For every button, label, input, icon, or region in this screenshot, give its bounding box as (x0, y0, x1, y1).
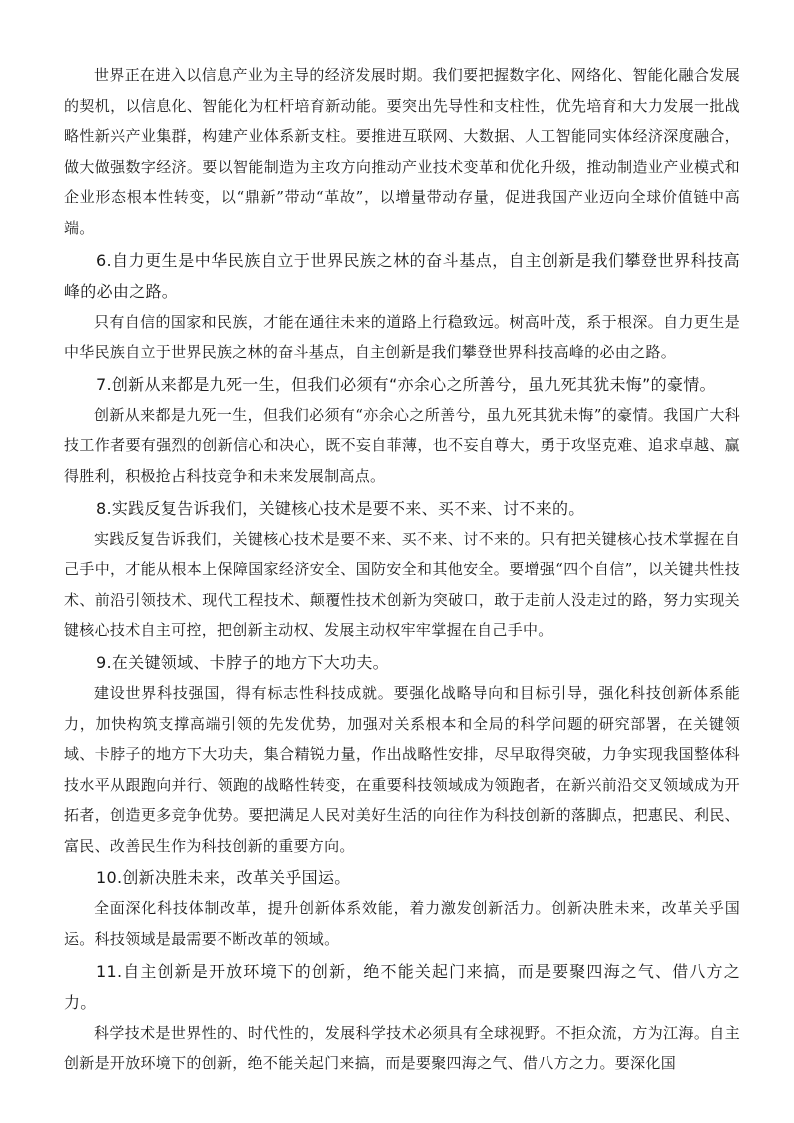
section-heading-10: 10.创新决胜未来，改革关乎国运。 (96, 868, 351, 888)
section-heading-11: 11.自主创新是开放环境下的创新，绝不能关起门来搞，而是要聚四海之气、借八方之力。 (64, 961, 740, 1012)
document-body (64, 60, 740, 1079)
body-paragraph: 实践反复告诉我们，关键核心技术是要不来、买不来、讨不来的。只有把关键核心技术掌握在自己手中，才能从根本上保障国家经济安全、国防安全和其他安全。要增强“四个自信”，以关键共性技术、前沿引领技术、现代工程技术、颠覆性技术创新为突破口，敢于走前人没走过的路，努力实现关键核心技术自主可控，把创新主动权、发展主动权牢牢掌握在自己手中。 (64, 529, 740, 640)
body-paragraph: 科学技术是世界性的、时代性的，发展科学技术必须具有全球视野。不拒众流，方为江海。自主创新是开放环境下的创新，绝不能关起门来搞，而是要聚四海之气、借八方之力。要深化国 (64, 1023, 740, 1073)
body-paragraph: 只有自信的国家和民族，才能在通往未来的道路上行稳致远。树高叶茂，系于根深。自力更生是中华民族自立于世界民族之林的奋斗基点，自主创新是我们攀登世界科技高峰的必由之路。 (64, 312, 740, 362)
body-paragraph: 建设世界科技强国，得有标志性科技成就。要强化战略导向和目标引导，强化科技创新体系能力，加快构筑支撑高端引领的先发优势，加强对关系根本和全局的科学问题的研究部署，在关键领域、卡脖子的地方下大功夫，集合精锐力量，作出战略性安排，尽早取得突破，力争实现我国整体科技水平从跟跑向并行、领跑的战略性转变，在重要科技领域成为领跑者，在新兴前沿交叉领域成为开拓者，创造更多竞争优势。要把满足人民对美好生活的向往作为科技创新的落脚点，把惠民、利民、富民、改善民生作为科技创新的重要方向。 (64, 683, 740, 855)
section-heading-7: 7.创新从来都是九死一生，但我们必须有“亦余心之所善兮，虽九死其犹未悔”的豪情。 (96, 374, 716, 394)
body-paragraph: 创新从来都是九死一生，但我们必须有“亦余心之所善兮，虽九死其犹未悔”的豪情。我国广大科技工作者要有强烈的创新信心和决心，既不妄自菲薄，也不妄自尊大，勇于攻坚克难、追求卓越、赢得胜利，积极抢占科技竞争和未来发展制高点。 (64, 405, 740, 485)
section-heading-6: 6.自力更生是中华民族自立于世界民族之林的奋斗基点，自主创新是我们攀登世界科技高峰的必由之路。 (64, 250, 740, 301)
body-paragraph: 全面深化科技体制改革，提升创新体系效能，着力激发创新活力。创新决胜未来，改革关乎国运。科技领域是最需要不断改革的领域。 (64, 899, 740, 949)
section-heading-8: 8.实践反复告诉我们，关键核心技术是要不来、买不来、讨不来的。 (96, 498, 585, 518)
body-paragraph: 世界正在进入以信息产业为主导的经济发展时期。我们要把握数字化、网络化、智能化融合发展的契机，以信息化、智能化为杠杆培育新动能。要突出先导性和支柱性，优先培育和大力发展一批战略性新兴产业集群，构建产业体系新支柱。要推进互联网、大数据、人工智能同实体经济深度融合，做大做强数字经济。要以智能制造为主攻方向推动产业技术变革和优化升级，推动制造业产业模式和企业形态根本性转变，以“鼎新”带动“革故”，以增量带动存量，促进我国产业迈向全球价值链中高端。 (64, 66, 740, 237)
section-heading-9: 9.在关键领域、卡脖子的地方下大功夫。 (96, 652, 389, 672)
